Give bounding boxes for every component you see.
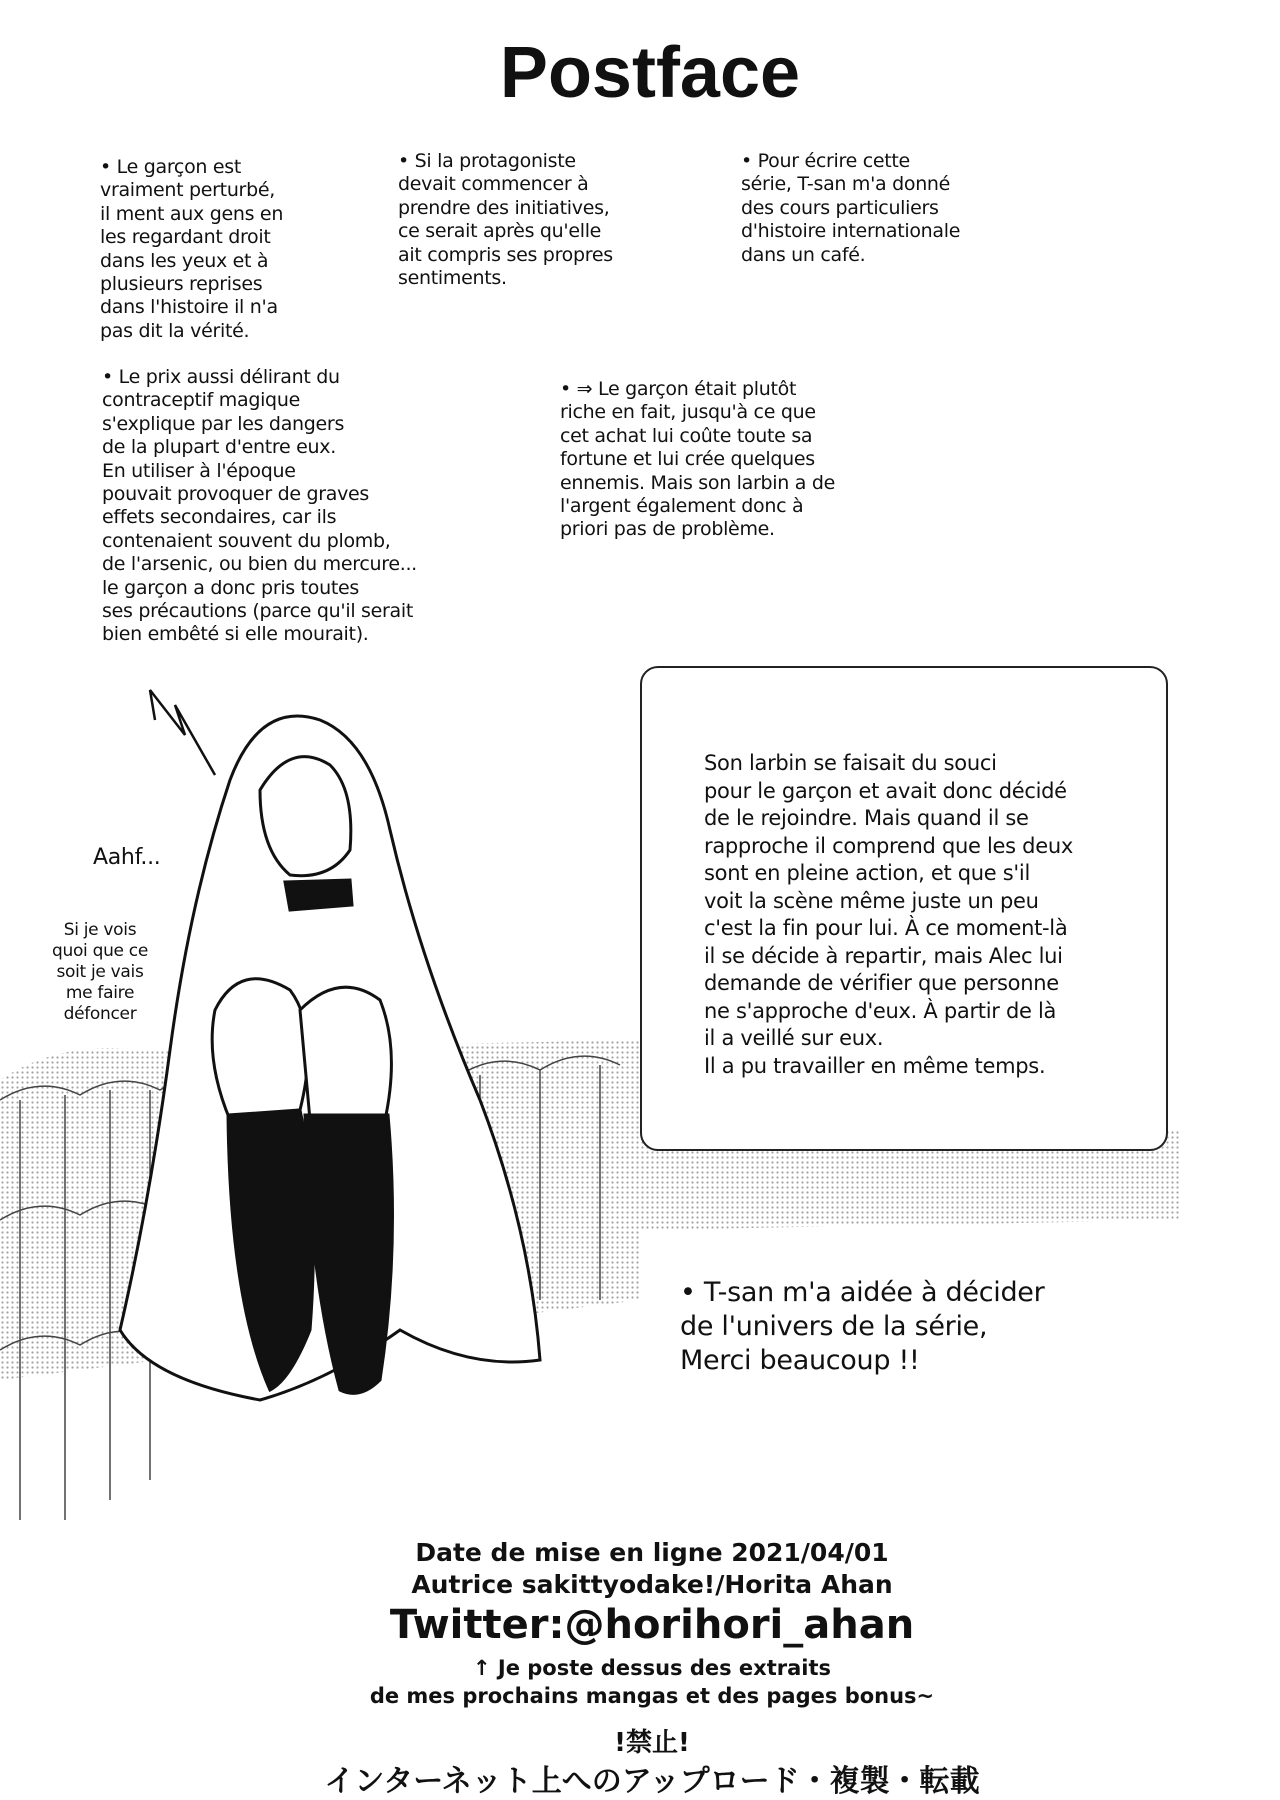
text-box bbox=[640, 666, 1168, 1151]
note-5: • ⇒ Le garçon était plutôt riche en fait, jusqu'à ce que cet achat lui coûte toute sa fortune et lui crée quelques ennemis. Mais son larbin a de l'argent également donc à priori pas de problème. bbox=[560, 378, 835, 541]
author: Autrice sakittyodake!/Horita Ahan bbox=[411, 1570, 893, 1599]
twitter-handle: Twitter:@horihori_ahan bbox=[389, 1602, 915, 1648]
thanks-note: • T-san m'a aidée à décider de l'univers de la série, Merci beaucoup !! bbox=[680, 1277, 1045, 1376]
surprise-arrow-mark bbox=[150, 690, 215, 775]
twitter-note-2: de mes prochains mangas et des pages bonus~ bbox=[369, 1684, 935, 1708]
note-3: • Pour écrire cette série, T-san m'a donné des cours particuliers d'histoire internationale dans un café. bbox=[741, 150, 961, 266]
forbidden-heading: !禁止! bbox=[614, 1728, 690, 1758]
note-4: • Le prix aussi délirant du contraceptif magique s'explique par les dangers de la plupart d'entre eux. En utiliser à l'époque pouvait provoquer de graves effets secondaires, car ils contenaient souvent du plomb, de l'arsenic, ou bien du mercure... le garçon a donc pris toutes ses précautions (parce qu'il serait bien embêté si elle mourait). bbox=[102, 366, 417, 646]
note-2: • Si la protagoniste devait commencer à prendre des initiatives, ce serait après qu'elle ait compris ses propres sentiments. bbox=[398, 150, 613, 290]
twitter-note-1: ↑ Je poste dessus des extraits bbox=[472, 1656, 832, 1680]
sfx-text: Aahf... bbox=[93, 845, 161, 870]
box-text: Son larbin se faisait du souci pour le garçon et avait donc décidé de le rejoindre. Mais quand il se rapproche il comprend que les deux sont en pleine action, et que s'il voit la scène même juste un peu c'est la fin pour lui. À ce moment-là il se décide à repartir, mais Alec lui demande de vérifier que personne ne s'approche d'eux. À partir de là il a veillé sur eux. Il a pu travailler en même temps. bbox=[704, 751, 1073, 1078]
forbidden-detail: インターネット上へのアップロード・複製・転載 bbox=[324, 1764, 980, 1799]
note-1: • Le garçon est vraiment perturbé, il ment aux gens en les regardant droit dans les yeux et à plusieurs reprises dans l'histoire il n'a pas dit la vérité. bbox=[100, 156, 284, 342]
side-text: Si je vois quoi que ce soit je vais me faire défoncer bbox=[51, 920, 149, 1024]
publish-date: Date de mise en ligne 2021/04/01 bbox=[415, 1538, 889, 1567]
page-title: Postface bbox=[499, 33, 801, 113]
